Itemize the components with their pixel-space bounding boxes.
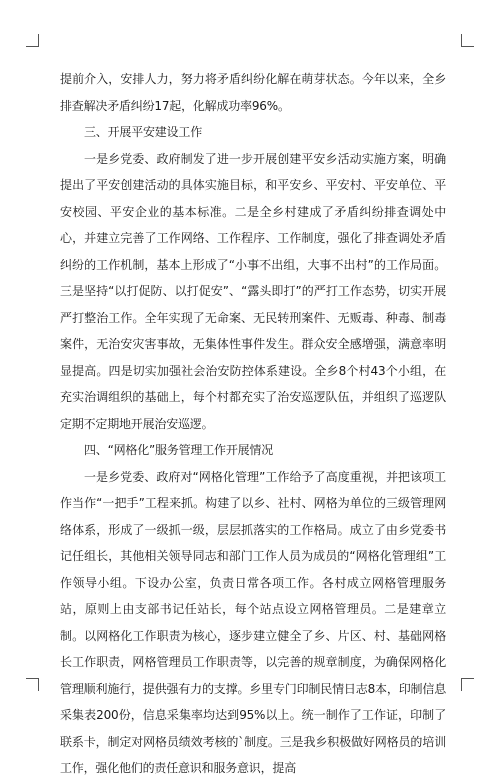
- crop-mark-top-left: [26, 34, 39, 47]
- crop-mark-top-right: [461, 34, 474, 47]
- crop-mark-bottom-right: [461, 678, 474, 691]
- crop-mark-bottom-left: [26, 678, 39, 691]
- section-heading-4: 四、“网格化”服务管理工作开展情况: [84, 443, 274, 457]
- paragraph-safety-construction: 一是乡党委、政府制发了进一步开展创建平安乡活动实施方案，明确提出了平安创建活动的具体实施目标，和平安乡、平安村、平安单位、平安校园、平安企业的基本标准。二是全乡村建成了矛盾纠纷排查调处中心，并建立完善了工作网络、工作程序、工作制度，强化了排查调处矛盾纠纷的工作机制，基本上形成了“小事不出组，大事不出村”的工作局面。三是坚持“以打促防、以打促安”、“露头即打”的严打工作态势，切实开展严打整治工作。全年实现了无命案、无民转刑案件、无贩毒、种毒、制毒案件，无治安灾害事故，无集体性事件发生。群众安全感增强，满意率明显提高。四是切实加强社会治安防控体系建设。全乡8个村43个小组，在充实治调组织的基础上，每个村都充实了治安巡逻队伍，并组织了巡逻队定期不定期地开展治安巡逻。: [60, 151, 446, 431]
- document-body: [60, 66, 446, 782]
- paragraph-continuation: 提前介入，安排人力，努力将矛盾纠纷化解在萌芽状态。今年以来，全乡排查解决矛盾纠纷17起，化解成功率96%。: [60, 72, 446, 113]
- paragraph-grid-management: 一是乡党委、政府对“网格化管理”工作给予了高度重视，并把该项工作当作“一把手”工程来抓。构建了以乡、社村、网格为单位的三级管理网络体系，形成了一级抓一级，层层抓落实的工作格局。成立了由乡党委书记任组长，其他相关领导同志和部门工作人员为成员的“网格化管理组”工作领导小组。下设办公室，负责日常各项工作。各村成立网格管理服务站，原则上由支部书记任站长，每个站点设立网格管理员。二是建章立制。以网格化工作职责为核心，逐步建立健全了乡、片区、村、基础网格长工作职责，网格管理员工作职责等，以完善的规章制度，为确保网格化管理顺利施行，提供强有力的支撑。乡里专门印制民情日志8本，印制信息采集表200份，信息采集率均达到95%以上。统一制作了工作证，印制了联系卡，制定对网格员绩效考核的`制度。三是我乡积极做好网格员的培训工作，强化他们的责任意识和服务意识，提高: [60, 469, 446, 775]
- section-heading-3: 三、开展平安建设工作: [84, 125, 203, 139]
